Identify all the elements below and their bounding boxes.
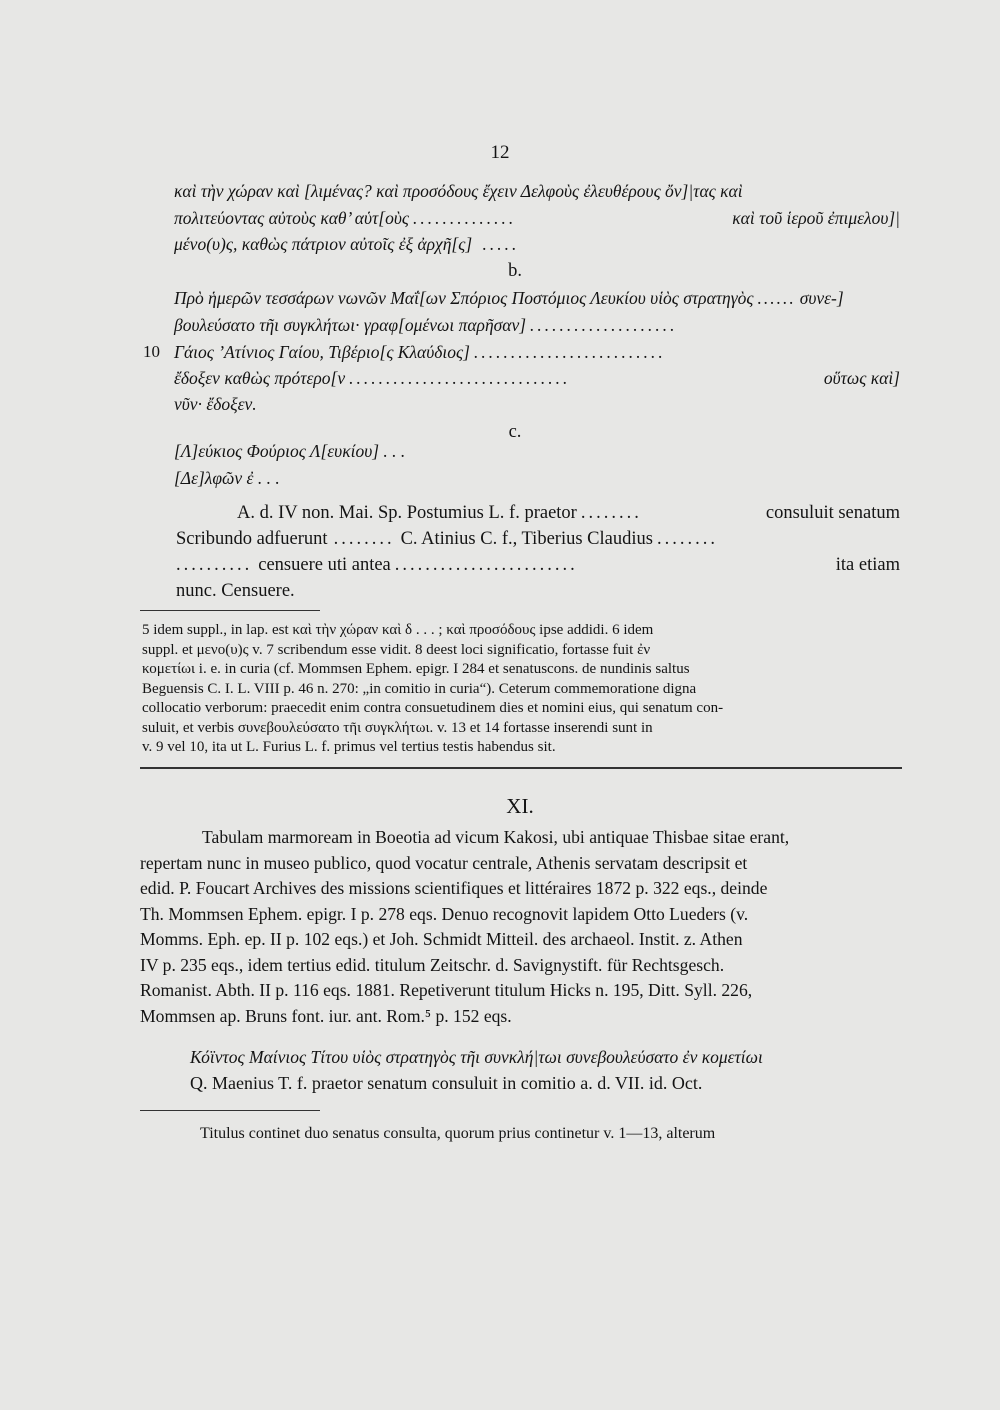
greek-line-3-left: μένο(υ)ς, καθὼς πάτριον αὐτοῖς ἐξ ἀρχῆ[ς] (174, 234, 473, 254)
latin-line-3 (176, 555, 900, 576)
section-title: XI. (506, 794, 534, 818)
greek-b-line-1-dots: ...... (757, 288, 796, 308)
footer-divider (140, 1110, 320, 1111)
greek-c-line-1: [Λ]εύκιος Φούριος Λ[ευκίου] . . . (174, 441, 406, 461)
para-line-5-text: Momms. Eph. ep. II p. 102 eqs.) et Joh. Schmidt Mitteil. des archaeol. Instit. z. Athen (140, 929, 743, 949)
para-line-6-text: IV p. 235 eqs., idem tertius edid. titulum Zeitschr. d. Savignystift. für Rechtsgesch. (140, 954, 725, 975)
greek-b-line-2-dots: .................... (530, 315, 678, 335)
para-line-8-text: Mommsen ap. Bruns font. iur. ant. Rom.⁵ p. 152 eqs. (140, 1005, 512, 1026)
section-divider (140, 767, 902, 769)
latin-line-4: nunc. Censuere. (176, 581, 295, 601)
para-line-1-text: Tabulam marmoream in Boeotia ad vicum Kakosi, ubi antiquae Thisbae sitae erant, (202, 827, 790, 847)
greek-b-line-2-left: βουλεύσατο τῆι συγκλήτωι· γραφ[ομένωι παρῆσαν] (174, 315, 527, 335)
apparatus-notes (142, 621, 900, 758)
note-line-6 (142, 719, 900, 739)
note-line-1 (142, 621, 900, 641)
note-line-1-text: 5 idem suppl., in lap. est καὶ τὴν χώραν καὶ δ . . . ; καὶ προσόδους ipse addidi. 6 idem (142, 622, 654, 638)
para-line-1 (140, 825, 900, 851)
greek-c-line-2: [Δε]λφῶν ἐ . . . (174, 468, 280, 488)
note-line-2 (142, 641, 900, 661)
note-line-4-text: Beguensis C. I. L. VIII p. 46 n. 270: „in comitio in curia“). Ceterum commemoratione digna (142, 680, 697, 697)
note-line-3-text: κομετίωι i. e. in curia (cf. Mommsen Ephem. epigr. I 284 et senatuscons. de nundinis saltus (142, 661, 690, 677)
notes-divider (140, 610, 320, 611)
para-line-7 (140, 978, 900, 1004)
greek-b-line-5: νῦν· ἔδοξεν. (174, 394, 257, 414)
greek-b-line-4-right: οὕτως καὶ] (823, 368, 900, 388)
greek-b-line-2 (174, 315, 900, 336)
section-paragraph (140, 825, 900, 1029)
greek-line-3 (174, 234, 519, 255)
note-line-6-text: suluit, et verbis συνεβουλεύσατο τῆι συγκλήτωι. v. 13 et 14 fortasse inserendi sunt in (142, 719, 653, 736)
note-line-5 (142, 699, 900, 719)
greek-line-2-right: καὶ τοῦ ἱεροῦ ἐπιμελου]| (732, 208, 900, 228)
para-line-4-text: Th. Mommsen Ephem. epigr. I p. 278 eqs. Denuo recognovit lapidem Otto Lueders (v. (140, 903, 749, 924)
greek-b-line-3-dots: .......................... (473, 342, 666, 362)
latin-line-2-dots-end: ........ (656, 529, 718, 549)
latin-line-2 (176, 529, 900, 550)
greek-line-1-text: καὶ τὴν χώραν καὶ [λιμένας? καὶ προσόδους ἔχειν Δελφοὺς ἐλευθέρους ὄν]|τας καὶ (174, 181, 743, 201)
greek-b-line-1 (174, 288, 900, 309)
greek-b-line-3-left: Γάιος ’Ατίνιος Γαίου, Τιβέριο[ς Κλαύδιος] (174, 342, 470, 362)
note-line-3 (142, 660, 900, 680)
label-c: c. (508, 422, 522, 442)
para-line-4 (140, 902, 900, 928)
line-number-10: 10 (143, 342, 160, 361)
greek-line-2 (174, 208, 900, 229)
latin-line-2-left: Scribundo adfuerunt (176, 529, 328, 549)
greek-line-3-dots: ..... (482, 234, 520, 254)
greek-b-line-4-left: ἔδοξεν καθὼς πρότερο[ν (174, 368, 346, 388)
note-line-7-text: v. 9 vel 10, ita ut L. Furius L. f. primus vel tertius testis habendus sit. (142, 739, 556, 755)
latin-line-2-dots: ........ (333, 529, 395, 549)
para-line-6 (140, 953, 900, 979)
greek-b-line-1-left: Πρὸ ἡμερῶν τεσσάρων νωνῶν Μαΐ[ων Σπόριος Ποστόμιος Λευκίου υἱὸς στρατηγὸς (174, 288, 754, 308)
latin-line-1-dots: ........ (580, 503, 642, 523)
greek-b-line-4 (174, 368, 900, 389)
latin-line-1-right: consuluit senatum (765, 503, 900, 523)
latin-line-3-right: ita etiam (835, 555, 900, 575)
footer-note: Titulus continet duo senatus consulta, quorum prius continetur v. 1—13, alterum (200, 1125, 716, 1142)
para-line-7-text: Romanist. Abth. II p. 116 eqs. 1881. Repetiverunt titulum Hicks n. 195, Ditt. Syll. 226, (140, 980, 753, 1000)
para-line-3 (140, 876, 900, 902)
greek-line-2-left: πολιτεύοντας αὐτοὺς καθ’ αὑτ[οὺς (174, 208, 409, 228)
greek-b-line-1-right: συνε-] (799, 288, 844, 308)
greek-b-line-4-dots: .............................. (349, 368, 571, 388)
note-line-2-text: suppl. et μενο(υ)ς v. 7 scribendum esse vidit. 8 deest loci significatio, fortasse fuit ἐν (142, 641, 651, 658)
note-line-7 (142, 738, 900, 758)
section-greek-line: Κόϊντος Μαίνιος Τίτου υἱὸς στρατηγὸς τῆι συνκλή|τωι συνεβουλεύσατο ἐν κομετίωι (190, 1047, 763, 1067)
para-line-5 (140, 927, 900, 953)
page-number: 12 (490, 142, 510, 163)
latin-line-3-dots: .......... (176, 555, 253, 575)
latin-line-2-right: C. Atinius C. f., Tiberius Claudius (400, 529, 653, 549)
greek-line-1 (174, 181, 900, 202)
latin-line-1 (237, 503, 900, 524)
para-line-2-text: repertam nunc in museo publico, quod vocatur centrale, Athenis servatam descripsit et (140, 852, 748, 873)
latin-line-3-mid: censuere uti antea (258, 555, 391, 575)
label-b: b. (508, 261, 522, 281)
greek-b-line-3 (174, 342, 900, 363)
section-latin-line: Q. Maenius T. f. praetor senatum consuluit in comitio a. d. VII. id. Oct. (190, 1073, 703, 1093)
para-line-8 (140, 1004, 900, 1030)
latin-line-3-dots-mid: ........................ (394, 555, 578, 575)
para-line-2 (140, 851, 900, 877)
latin-line-1-left: A. d. IV non. Mai. Sp. Postumius L. f. praetor (237, 503, 577, 523)
para-line-3-text: edid. P. Foucart Archives des missions scientifiques et littéraires 1872 p. 322 eqs., deinde (140, 878, 768, 898)
note-line-5-text: collocatio verborum: praecedit enim contra consuetudinem dies et nomini eius, qui senatum con- (142, 700, 724, 716)
note-line-4 (142, 680, 900, 700)
greek-line-2-dots: .............. (412, 208, 517, 228)
